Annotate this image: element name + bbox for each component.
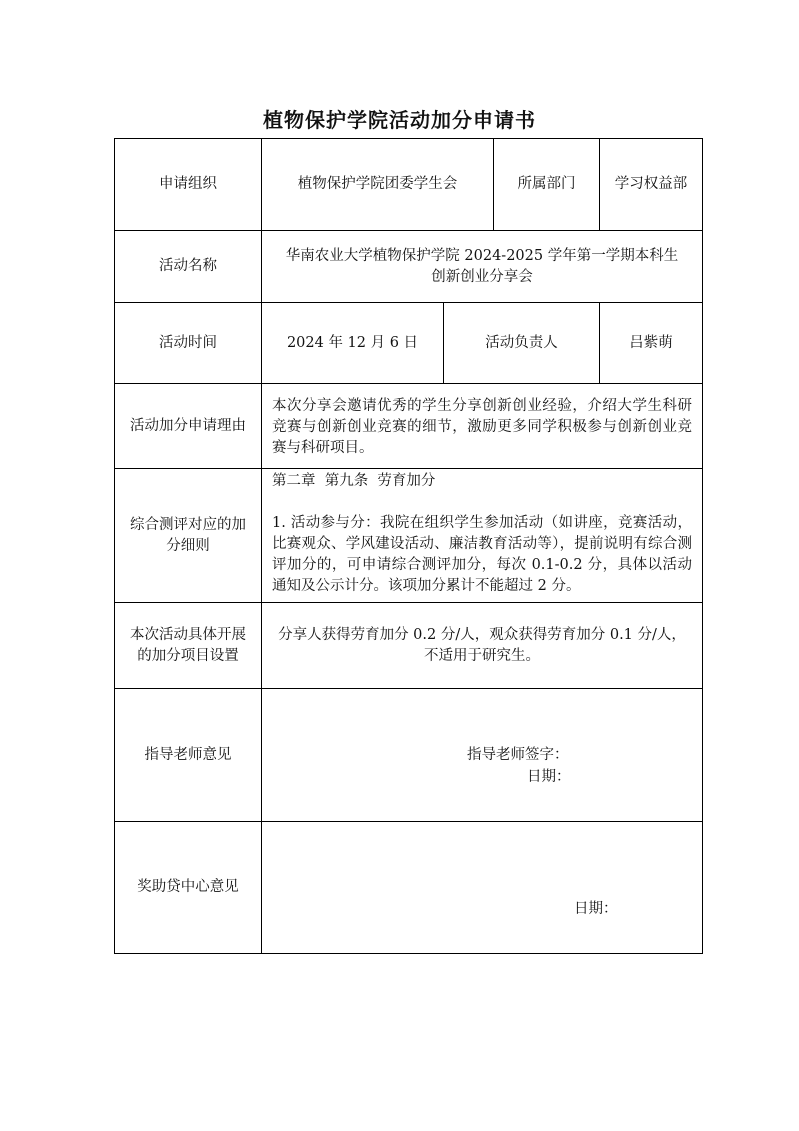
teacher-date-label: 日期：: [527, 769, 571, 785]
rules-label-line: 分细则: [166, 537, 210, 554]
reason-text: 本次分享会邀请优秀的学生分享创新创业经验，介绍大学生科研竞赛与创新创业竞赛的细节，激励更多同学积极参与创新创业竞赛与科研项目。: [272, 398, 692, 456]
document-title: 植物保护学院活动加分申请书: [263, 108, 536, 132]
application-form-table: [114, 138, 703, 954]
activity-leader-label: 活动负责人: [485, 334, 558, 351]
bonus-items-label: [115, 603, 261, 688]
rules-value: [262, 469, 702, 602]
applicant-org-value: 植物保护学院团委学生会: [297, 176, 458, 192]
rules-label: [115, 469, 261, 602]
bonus-items-line: 不适用于研究生。: [424, 647, 540, 664]
activity-name-line: 创新创业分享会: [431, 268, 533, 285]
department-label: 所属部门: [517, 176, 576, 192]
bonus-items-label-line: 本次活动具体开展: [130, 626, 246, 643]
rules-body: 1. 活动参与分：我院在组织学生参加活动（如讲座，竞赛活动，比赛观众、学风建设活动、廉洁教育活动等），提前说明有综合测评加分的，可申请综合测评加分，每次 0.1-0.2 分，具体以活动通知及公示计分。该项加分累计不能超过 2 分。: [272, 515, 692, 594]
bonus-items-line: 分享人获得劳育加分 0.2 分/人，观众获得劳育加分 0.1 分/人，: [278, 626, 686, 643]
activity-leader-value: 吕紫萌: [629, 334, 673, 351]
rules-label-line: 综合测评对应的加: [130, 516, 246, 533]
teacher-signature-label: 指导老师签字：: [467, 747, 569, 763]
activity-name-value: [262, 231, 702, 302]
rules-heading: 第二章 第九条 劳育加分: [272, 473, 436, 489]
activity-time-label: 活动时间: [159, 334, 217, 351]
activity-name-label: 活动名称: [159, 258, 217, 274]
aid-center-date-label: 日期：: [574, 901, 618, 917]
department-value: 学习权益部: [614, 176, 688, 192]
activity-time-value: 2024 年 12 月 6 日: [286, 334, 419, 351]
reason-value: [262, 384, 702, 468]
activity-name-line: 华南农业大学植物保护学院 2024-2025 学年第一学期本科生: [285, 247, 679, 264]
aid-center-opinion-label: 奖助贷中心意见: [137, 879, 239, 895]
reason-label: 活动加分申请理由: [130, 417, 246, 434]
bonus-items-value: [262, 603, 702, 688]
teacher-opinion-label: 指导老师意见: [144, 746, 232, 763]
bonus-items-label-line: 的加分项目设置: [137, 647, 239, 664]
applicant-org-label: 申请组织: [159, 176, 217, 192]
